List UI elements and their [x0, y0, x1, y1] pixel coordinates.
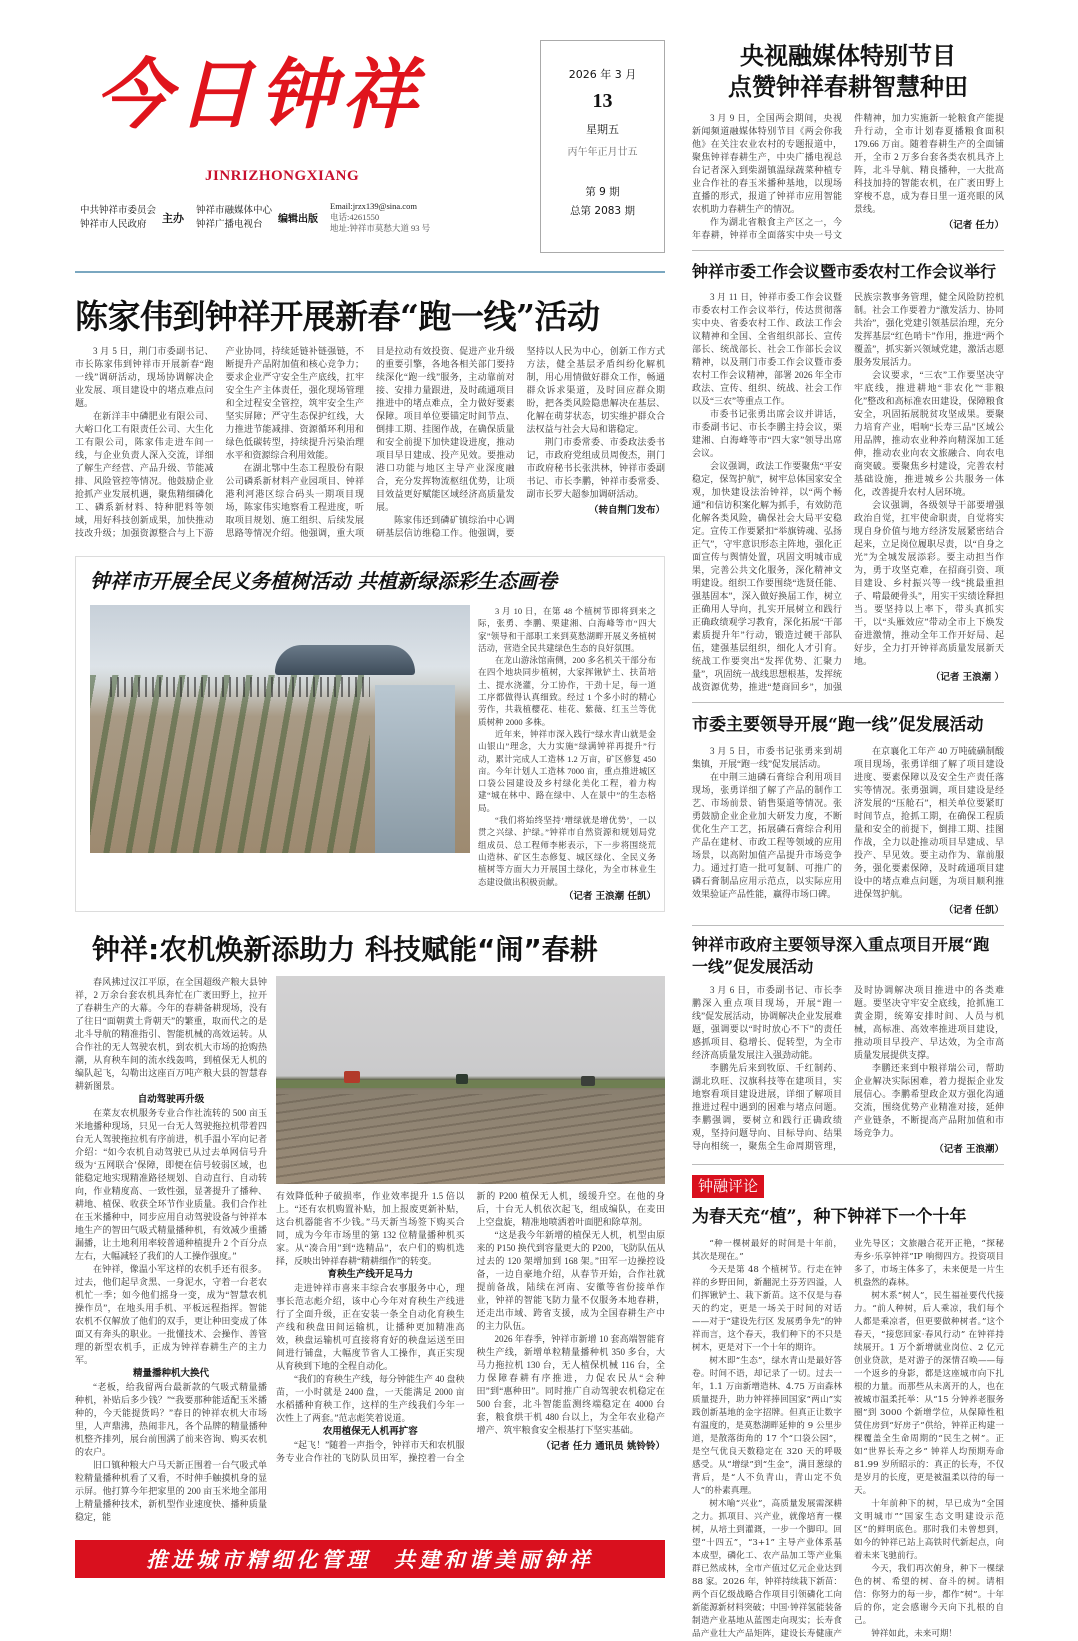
paragraph: 在钟祥，像温小军这样的农机手还有很多。过去，他们起早贪黑、一身泥水，守着一台老农机忙一季；如今他们摇身一变，成为“智慧农机操作员”，在地头用手机、平板远程指挥。智能农机不仅解放了他们的双手，更让种田变成了体面又有奔头的职业。一批懂技术、会操作、善管理的新型农机手，正成为钟祥春耕生产的主力军。 — [75, 1264, 267, 1366]
paragraph: 树木喻“兴业”，高质量发展需深耕之力。抓项目、兴产业，就像培育一棵树，从培土到灌溉，一步一个脚印。回望“十四五”，“3+1” 主导产业体系基本成型，磷化工、农产品加工等产业集群已然成林，全市产值过亿元企业达到 88 家。2026 年，钟祥持续栽下新苗：两个百亿级战略合作项目引领磷化工向新能源新材料突破；中国·钟祥氢能装备制造产业基地从蓝图走向现实；长寿食品产业壮大产品矩阵，建设长寿健康产业先导区；文旅融合花开正艳，“探秘寿乡·乐享钟祥”IP 响彻四方。投资项目多了，市场主体多了，未来便是一片生机盎然的森林。 — [692, 1239, 1004, 1639]
paragraph: 在龙山游泳馆南侧，200 多名机关干部分布在四个地块同步植树，大家挥锹铲土、扶苗培土、提水浇灌，分工协作，干劲十足，每一道工序都做得认真细致。经过 1 个多小时的精心劳作，共栽植樱花、桂花、紫薇、红玉兰等优质树种 2000 多株。 — [478, 655, 656, 727]
section-divider — [692, 702, 1004, 703]
field-furrows — [276, 1094, 665, 1184]
paragraph: 荆门市委常委、市委政法委书记，市政府党组成员周俊杰，荆门市政府秘书长张洪林，钟祥市委副书记、市长李鹏，钟祥市委常委、副市长罗大超参加调研活动。 — [526, 437, 665, 499]
paragraph: 走进钟祥市喜来丰综合农事服务中心，理事长范志彪介绍，该中心今年对育秧生产线进行了全面升级，正在安装一条全自动化育秧生产线和秧盘田间运输机，让播种更加精准高效，秧盘运输机可直接将育好的秧盘运送至田间进行铺盘，大幅度节省人工操作，真正实现从育秧到下地的全程自动化。 — [276, 1283, 465, 1372]
farm-article-right — [276, 976, 665, 1465]
headline-line: 央视融媒体特别节目 — [740, 41, 956, 70]
publisher: 钟祥市融媒体中心 — [196, 204, 273, 216]
date-weekday: 星期五 — [586, 123, 619, 136]
masthead — [75, 40, 535, 255]
gov-leader-headline: 钟祥市政府主要领导深入重点项目开展“跑一线”促发展活动 — [692, 935, 990, 976]
contact-phone: 电话:4261550 — [330, 212, 380, 222]
party-leader-headline: 市委主要领导开展“跑一线”促发展活动 — [692, 715, 984, 735]
paragraph: 在新洋丰中磷肥业有限公司、大峪口化工有限责任公司、大生化工有限公司，陈家伟走进车间一线，与企业负责人深入交流，详细了解生产经营、产品升级、节能减排、风险管控等情况。他鼓励企业抢抓产业发展机遇，聚焦精细磷化工、磷系新材料、特种肥料等领域，用好科技创新成果，加快推动技改升级；加强资源整合与上下游产业协同，持续延链补链强链，不断提升产品附加值和核心竞争力；要求企业严守安全生产底线，扛牢安全生产主体责任，强化现场管理和全过程安全管控，筑牢安全生产坚实屏障；严守生态保护红线，大力推进节能减排、资源循环利用和绿色低碳转型，持续提升污染治理水平和资源综合利用效能。 — [75, 346, 364, 538]
publishers — [196, 204, 272, 232]
section-divider — [692, 925, 1004, 926]
paragraph: 作为湖北省粮食主产区之一，今年春耕，钟祥市全面落实中央一号文件精神，加力实施新一轮粮食产能提升行动，全市计划春夏播粮食面积 179.66 万亩。随着春耕生产的全面铺开，全市 2 万多台套各类农机具齐上阵，北斗导航、精良播种，一大批高科技加持的智能农机，在广袤田野上穿梭不息，成为春日里一道亮眼的风景线。 — [692, 113, 1004, 240]
slogan-text: 推进城市精细化管理 共建和谐美丽钟祥 — [146, 1547, 594, 1573]
paragraph: 会议要求，“三农”工作要坚决守牢底线，推进耕地“非农化”“非粮化”整改和高标准农田建设，保障粮食安全，巩固拓展脱贫攻坚成果。要聚力培育产业，唱响“长寿三品”区域公用品牌，推动农业种养向精深加工延伸，推动农业向农文旅融合、向农电商突破。要聚焦乡村建设，完善农村基础设施，推进城乡公共服务一体化，改善提升农村人居环境。 — [854, 370, 1004, 497]
farm-machinery-headline: 钟祥:农机焕新添助力 科技赋能“闹”春耕 — [92, 933, 598, 967]
tree-planting-body — [478, 605, 656, 903]
left-column — [75, 0, 665, 1578]
date-lunar: 丙午年正月廿五 — [567, 147, 638, 158]
gov-leader-article-body — [692, 984, 1004, 1156]
byline: （记者 王浪潮 ） — [930, 672, 1004, 683]
cctv-headline — [692, 40, 1004, 102]
farm-article-col-a — [75, 976, 267, 1524]
paragraph: “我们将始终坚持‘增绿就是增优势’，一以贯之兴绿、护绿。”钟祥市自然资源和规划局党组成员、总工程师李彬表示，下一步将围绕荒山造林、矿区生态修复、城区绿化、全民义务植树等方面大力开展国土绿化，为全市林业生态建设做出积极贡献。 — [478, 815, 656, 887]
tractor-icon — [581, 1076, 595, 1086]
meeting-headline: 钟祥市委工作会议暨市委农村工作会议举行 — [692, 262, 997, 281]
paragraph: 会议强调，政法工作要聚焦“平安稳定，保驾护航”，树牢总体国家安全观，加快建设法治钟祥，以“两个畅通”和信访积案化解为抓手，有效防范化解各类风险，确保社会大局平安稳定。宣传工作要紧扣“举旗铸魂、弘扬正气”，守牢意识形态主阵地，强化正面宣传与舆情处置，巩固文明城市成果，完善公共文化服务，深化精神文明建设。组织工作要围绕“选贤任能、强基固本”，深入做好换届工作，树立正确用人导向，扎实开展树立和践行正确政绩观学习教育，深化拓展“干部素质提升年”行动，锻造过硬干部队伍，建强基层组织，细化人才引育。统战工作要突出“发挥优势、汇聚力量”，巩固统一战线思想根基，发挥统战资源优势，推进“楚商回乡”，加强民族宗教事务管理，健全风险防控机制。社会工作要着力“激发活力、协同共治”，强化党建引领基层治理，充分发挥基层“红色哨卡”作用，推进“两个覆盖”，抓实新兴领域党建，激活志愿服务发展活力。 — [692, 292, 1004, 692]
right-column — [692, 0, 1004, 1641]
paragraph: 在中荆三迪磷石膏综合利用项目现场，张勇详细了解了产品的制作工艺、市场前景、销售渠道等情况。张勇鼓励企业企业加大研发力度，不断优化生产工艺，拓展磷石膏综合利用产品在建材、市政工程等领域的应用场景，以高附加值产品提升市场竞争力。通过打造一批可复制、可推广的磷石膏制品应用示范点，以实际应用效果验证产品性能，赢得市场口碑。 — [692, 772, 842, 899]
byline: （记者 任力） — [943, 220, 1004, 231]
byline: （记者 王浪潮） — [934, 1144, 1004, 1155]
commentary-headline: 为春天充“植”，种下钟祥下一个十年 — [692, 1207, 967, 1227]
contact-email: Email:jrzx139@sina.com — [330, 201, 417, 211]
tree-planting-photo — [90, 605, 470, 853]
publisher-role: 编辑出版 — [278, 214, 319, 225]
masthead-divider — [75, 271, 665, 273]
paragraph: “老板，给我留两台最新款的气吸式精量播种机，补贴后多少钱？”“我要那种能适配玉米播种的，今天能提货吗？”春日的钟祥农机大市场里，人声鼎沸，热闹非凡，各个品牌的精量播种机整齐排列，展台前围满了前来咨询、购买农机的农户。 — [75, 1382, 267, 1458]
farm-article-col-b — [276, 1190, 665, 1465]
newspaper-logo: 今日钟祥 — [95, 50, 423, 139]
sponsor: 钟祥市人民政府 — [80, 218, 147, 230]
paragraph: 3 月 10 日，在第 48 个植树节即将到来之际，张勇、李鹏、栗建湘、白海峰等市“四大家”领导和干部职工来到莫愁湖畔开展义务植树活动，营造全民共建绿色生态的良好氛围。 — [478, 606, 656, 653]
farm-field-photo — [276, 976, 665, 1184]
slogan-banner — [75, 1540, 665, 1578]
paragraph: 旧口镇种粮大户马天新正围着一台气吸式单粒精量播种机看了又看，不时伸手触摸机身的显示屏。他打算今年把家里的 200 亩玉米地全部用上精量播种技术，新机型作业速度快、播种质量稳定，能 — [75, 1460, 267, 1523]
total-issue-number: 总第 2083 期 — [570, 205, 635, 217]
commentary-body — [692, 1238, 1004, 1641]
paragraph: 3 月 11 日，钟祥市委工作会议暨市委农村工作会议举行，传达贯彻落实中央、省委农村工作、政法工作会议精神和全国、全省组织部长、宣传部长、统战部长、社会工作部长会议精神，以及荆门市委工作会议暨市委农村工作会议精神，部署 2026 年全市政法、宣传、组织、统战、社会工作以及“三农”等重点工作。 — [692, 292, 842, 406]
paragraph: 2026 年春季，钟祥市新增 10 套高端智能育秧生产线，新增单粒精量播种机 350 多台，大马力拖拉机 130 台，无人植保机械 116 台，全力保障春耕有序推进，力促农民从“会种田”到“惠种田”。同时推广自动驾驶农机稳定在 500 台套，北斗智能监测终端稳定在 4000 台套，粮食烘干机 480 台以上，为全年农业稳产增产、筑牢粮食安全根基打下坚实基础。 — [476, 1334, 665, 1436]
lead-article-body — [75, 345, 665, 540]
subheading: 育秧生产线开足马力 — [327, 1269, 413, 1281]
byline: （记者 王浪潮 任凯） — [563, 890, 656, 902]
people-crowd — [110, 677, 370, 697]
tree-planting-article — [75, 556, 665, 912]
subheading: 精量播种机大换代 — [132, 1368, 209, 1380]
byline: （转自荆门发布） — [588, 505, 665, 516]
byline: （记者 任力 通讯员 姚铃铃） — [541, 1441, 665, 1453]
paragraph: 3 月 6 日，市委副书记、市长李鹏深入重点项目现场，开展“跑一线”促发展活动，协调解决企业发展难题，强调要以“时时放心不下”的责任感抓项目、稳增长、促转型，为全市经济高质量发展注入强劲动能。 — [692, 985, 842, 1060]
tractor-icon — [344, 1071, 360, 1083]
publisher: 钟祥广播电视台 — [196, 218, 263, 230]
byline: （记者 任凯） — [943, 905, 1004, 916]
paragraph: 李鹏还来到中粮祥瑞公司，帮助企业解决实际困难，着力提振企业发展信心。李鹏希望政企双方强化沟通交流，围绕优势产业精准对接，延伸产业链条，不断提高产品附加值和市场竞争力。 — [854, 1063, 1004, 1138]
sponsors — [80, 204, 156, 232]
paragraph: 今天，我们再次俯身，种下一棵绿色的树、希望的树、奋斗的树。请相信：你努力的每一步，都作“树”。十年后的你，定会感谢今天向下扎根的自己。 — [854, 1564, 1004, 1626]
masthead-pinyin: JINRIZHONGXIANG — [205, 168, 360, 184]
paragraph: 3 月 5 日，荆门市委副书记、市长陈家伟到钟祥市开展新春“跑一线”调研活动，现场协调解决企业发展、项目建设中的堵点难点问题。 — [75, 346, 214, 408]
green-field-strip — [276, 1080, 665, 1088]
paragraph: “我们的育秧生产线，每分钟能生产 40 盘秧苗，一小时就是 2400 盘，一天能满足 2000 亩水稻播种育秧工作，这样的生产线我们今年一次性上了两套。”范志彪笑着说道。 — [276, 1374, 465, 1424]
paragraph: 近年来，钟祥市深入践行“绿水青山就是金山银山”理念，大力实施“绿满钟祥再提升”行动，累计完成人工造林 1.2 万亩，矿区修复 450 亩。今年计划人工造林 7000 亩，重点推进城区口袋公园建设及乡村绿化美化工程，着力构建“城在林中、路在绿中、人在景中”的生态格局。 — [478, 728, 656, 813]
paragraph: 树木即“生态”，绿水青山是最好答卷。时间不语，却记录了一切。过去一年，1.1 万亩新增造林、4.75 万亩森林质量提升，助力钟祥捧回国家“两山”实践创新基地的金字招牌。但真正让数字有温度的，是莫愁湖畔延伸的 9 公里步道，是散落街角的 17 个“口袋公园”，是空气优良天数稳定在 320 天的呼吸感受。从“增绿”到“生金”，满目葱绿的背后，是“人不负青山，青山定不负人”的朴素真理。 — [692, 1356, 842, 1496]
lake-water — [375, 685, 455, 853]
subheading: 自动驾驶再升级 — [137, 1094, 205, 1106]
meeting-article-body — [692, 291, 1004, 694]
sponsor: 中共钟祥市委员会 — [80, 204, 157, 216]
paragraph: 李鹏先后来到牧原、千红制药、湖北玖旺、汉旗科技等在建项目，实地察看项目建设进展，详细了解项目推进过程中遇到的困难与堵点问题。李鹏强调，要树立和践行正确政绩观，坚持问题导向、目标导向、结果导向相统一，聚焦全生命周期管理，及时协调解决项目推进中的各类难题。要坚决守牢安全底线，抢抓施工黄金期，统筹安排时间、人员与机械，高标准、高效率推进项目建设，推动项目早投产、早达效，为全市高质量发展提供支撑。 — [692, 985, 1004, 1151]
paragraph: “起飞！”随着一声指令，钟祥市天和农机服务专业合作社的飞防队员田军，操控着一台全新的 P200 植保无人机，缓缓升空。在他的身后，十台无人机依次起飞，组成编队，在麦田上空盘旋，精准地喷洒着叶面肥和除草剂。 — [276, 1191, 665, 1464]
date-day: 13 — [592, 90, 613, 112]
farm-article — [75, 976, 665, 1524]
paragraph: 3 月 9 日，全国两会期间，央视新闻频道融媒体特别节目《两会你我他》在关注农业农村的专题报道中，聚焦钟祥春耕生产，中央广播电视总台记者深入到柴湖镇温绿蔬菜种植专业合作社的春玉米播种基地，以现场直播的形式，报道了钟祥市应用智能农机助力春耕生产的情况。 — [692, 113, 842, 214]
paragraph: 在湖北鄂中生态工程股份有限公司磷系新材料产业园项目、钟祥港利河港区综合码头一期项目现场，陈家伟实地察看工程进度，听取项目规划、施工组织、后续发展思路等情况介绍。他强调，重大项目是拉动有效投资、促进产业升级的重要引擎，各地各相关部门要持续深化“跑一线”服务，主动靠前对接、安排力量跟进，及时疏通项目推进中的堵点难点，全力做好要素保障。项目单位要锚定时间节点、倒排工期、挂图作战，在确保质量和安全前提下加快建设进度，推动项目早日建成、投产见效。要推动港口功能与地区主导产业深度融合，充分发挥物流枢纽优势，让项目效益更好赋能区域经济高质量发展。 — [225, 346, 515, 538]
contact-info — [330, 201, 430, 234]
lead-headline: 陈家伟到钟祥开展新春“跑一线”活动 — [75, 297, 600, 336]
section-divider — [692, 1164, 1004, 1165]
stadium-building — [275, 645, 415, 675]
paragraph: “这是我今年新增的植保无人机，机型由原来的 P150 换代到容量更大的 P200，飞防队伍从过去的 120 架增加到 168 架。”田军一边操控设备，一边自豪地介绍，从春节开始，合作社就提前备战，陆续在河南、安徽等省份接单作业，钟祥的智能飞防力量不仅服务本地春耕，还走出市域、跨省支援，成为全国春耕生产中的主力队伍。 — [476, 1230, 665, 1332]
paragraph: 树木系“树人”，民生福祉要代代接力。“前人种树，后人乘凉，我们每个人都是乘凉者，但更要做种树者。”这个春天，“接您回家·春风行动” 在钟祥持续展开。1 万个新增就业岗位、2 亿元创业贷款，是对游子的深情召唤——每一个返乡的身影，都是这座城市向下扎根的力量。而那些从未离开的人，也在被城市温柔托举：从“15 分钟养老服务圈”到 3000 个新增学位，从保障性租赁住房到“好房子”供给，钟祥正构建一棵覆盖全生命周期的“民生之树”。正如“世界长寿之乡” 钟祥人均预期寿命 81.99 岁所昭示的：真正的长寿，不仅是岁月的长度，更是被温柔以待的每一天。 — [854, 1291, 1004, 1496]
headline-line: 点赞钟祥春耕智慧种田 — [728, 72, 968, 101]
paragraph: 会议强调，各级领导干部要增强政治自觉，扛牢使命职责，自觉将实现自身价值与地方经济发展紧密结合起来，立足岗位履职尽责，以“自身之光”为全城发展添彩。要主动担当作为，勇于攻坚克难，在招商引资、项目建设、乡村振兴等一线“挑最重担子、啃最硬骨头”，用实干实绩诠释担当。要坚持以上率下，带头真抓实干，以“头雁效应”带动全市上下焕发奋进激情，推动全年工作开好局、起好步，全力打开钟祥高质量发展新天地。 — [854, 500, 1004, 666]
section-divider — [692, 250, 1004, 251]
paragraph: 3 月 5 日，市委书记张勇来到胡集镇，开展“跑一线”促发展活动。 — [692, 746, 842, 769]
paragraph: 市委书记张勇出席会议并讲话，市委副书记、市长李鹏主持会议，栗建湘、白海峰等市“四大家”领导出席会议。 — [692, 409, 842, 458]
tree-rows — [90, 675, 370, 853]
paragraph: 十年前种下的树，早已成为“全国文明城市”“国家生态文明建设示范区”的鲜明底色。那时我们未曾想到，如今的钟祥已站上高铁时代新起点，向着未来飞驰前行。 — [854, 1499, 1004, 1561]
paragraph: 钟祥如此，未来可期！ — [871, 1629, 958, 1639]
cctv-article-body — [692, 112, 1004, 242]
paragraph: 今天是第 48 个植树节。行走在钟祥的乡野田间，新翻泥土芬芳四溢，人们挥锹铲土、栽下新苗。这不仅是与春天的约定，更是一场关于时间的对话——对于“建设先行区 发展勇争先”的钟祥而言，这个春天，我们种下的不只是树木，更是对下一个十年的期许。 — [692, 1265, 842, 1353]
tractor-icon — [456, 1074, 468, 1084]
paragraph: 在京襄化工年产 40 万吨硫磺制酸项目现场，张勇详细了解了项目建设进度、要素保障以及安全生产责任落实等情况。张勇强调，项目建设是经济发展的“压舱石”，相关单位要紧盯时间节点，抢抓工期，在确保工程质量和安全的前提下，倒排工期、挂图作战，全力以赴推动项目早建成、早投产、早见效。要主动作为、靠前服务，强化要素保障，及时疏通项目建设中的堵点难点问题，为项目顺利推进保驾护航。 — [854, 746, 1004, 899]
paragraph: 春风拂过汉江平原，在全国超级产粮大县钟祥，2 万余台套农机具奔忙在广袤田野上，拉开了春耕生产的大幕。今年的春耕备耕现场，没有了往日“面朝黄土背朝天”的繁重，取而代之的是北斗导航的精准指引、智能机械的高效运转。从合作社的无人驾驶农机，到农机大市场的抢购热潮，从育秧车间的流水线轰鸣，到植保无人机的编队起飞，勾勒出这座百万吨产粮大县的智慧春耕新图景。 — [75, 977, 267, 1092]
masthead-info-row — [80, 201, 535, 234]
contact-address: 地址:钟祥市莫愁大道 93 号 — [330, 223, 431, 233]
paragraph: “种一棵树最好的时间是十年前，其次是现在。” — [692, 1239, 842, 1262]
date-box — [540, 40, 665, 253]
sponsor-role: 主办 — [162, 211, 185, 225]
subheading: 农用植保无人机再扩容 — [322, 1426, 418, 1438]
tree-planting-headline: 钟祥市开展全民义务植树活动 共植新绿添彩生态画卷 — [90, 569, 557, 593]
commentary-tag: 钟融评论 — [692, 1175, 764, 1198]
paragraph: 有效降低种子破损率，作业效率提升 1.5 倍以上。“还有农机购置补贴，加上报废更新补贴，这台机器能省不少钱。”马天新当场签下购买合同，成为今年市场里的第 132 位精量播种机买家。从“凑合用”到“选精品”，农户们的购机选择，反映出钟祥春耕“精耕细作”的转变。 — [276, 1191, 465, 1267]
tree-planting-content — [90, 605, 656, 903]
date-year-month: 2026 年 3 月 — [568, 68, 637, 81]
masthead-row — [75, 40, 665, 255]
party-leader-article-body — [692, 745, 1004, 917]
paragraph: 在菜友农机服务专业合作社流转的 500 亩玉米地播种现场，只见一台无人驾驶拖拉机带着四台无人驾驶拖拉机有序前进，机手温小军向记者介绍：“如今农机自动驾驶已从过去单网信号升级为‘五网联合’保障，即便在信号较弱区域，也能稳定地实现精准路径规划、自动直行、自动转向，作业精度高、一致性强，显著提升了播种、耕地、植保、收获全环节作业质量。我们合作社在玉米播种中，同步应用自动驾驶设备与钟祥本地生产的智田气吸式精量播种机，有效减少重播漏播，让土地利用率较普通种植提升 2 个百分点左右，大幅减轻了我们的人工操作强度。” — [75, 1108, 267, 1262]
paragraph: 陈家伟还到磷矿镇综治中心调研基层信访维稳工作。他强调，要坚持以人民为中心，创新工作方式方法，健全基层矛盾纠纷化解机制，用心用情做好群众工作，畅通群众诉求渠道，及时回应群众期盼，把各类风险隐患解决在基层、化解在萌芽状态，切实维护群众合法权益与社会大局和谐稳定。 — [376, 346, 665, 538]
issue-number: 第 9 期 — [585, 186, 620, 198]
